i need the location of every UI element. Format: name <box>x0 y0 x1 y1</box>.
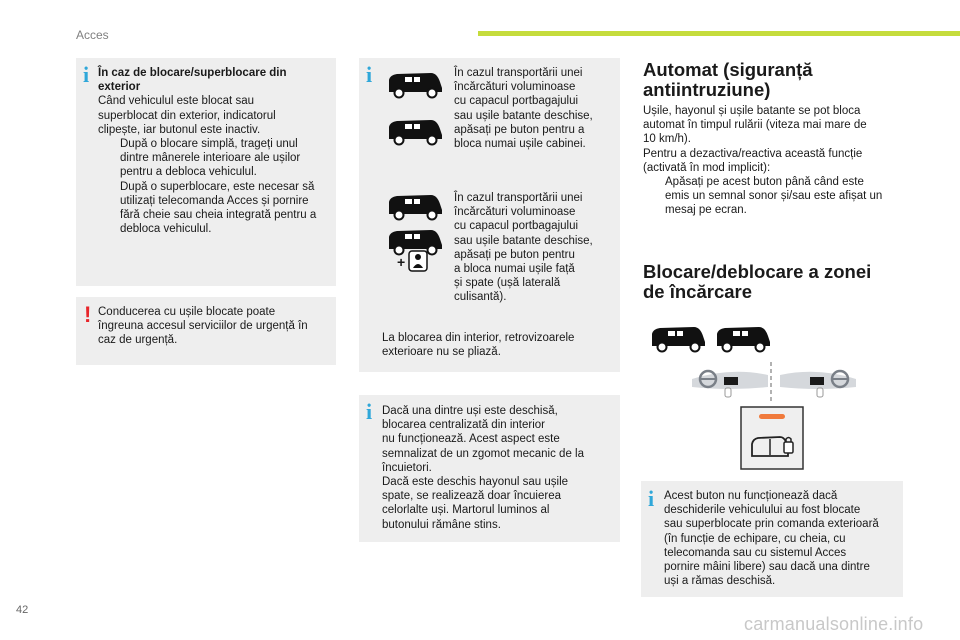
text-line: încărcături voluminoase <box>454 81 576 94</box>
van-cab-only-icon <box>385 115 445 147</box>
text-line: fără cheie sau cheia integrată pentru a <box>120 209 317 222</box>
load-zone-lock-button <box>740 406 804 470</box>
bullet-item <box>98 180 332 237</box>
plus-sign: + <box>397 254 406 270</box>
info-text-button-inactive <box>664 489 900 588</box>
child-lock-icon <box>408 250 428 272</box>
text-line: Dacă una dintre uși este deschisă, <box>382 405 558 417</box>
text-line: spate, se realizează doar încuierea <box>382 490 561 503</box>
text-line: După o superblocare, este necesar să <box>120 180 315 193</box>
text-line: bloca numai ușile cabinei. <box>454 138 586 151</box>
text-line: sau ușile batante deschise, <box>454 234 593 247</box>
text-line: pornire mâini libere) sau dacă una dintre <box>664 561 870 574</box>
header-accent-bar <box>478 31 960 36</box>
divider-dashed-line <box>769 362 773 404</box>
text-line: debloca vehiculul. <box>120 223 212 236</box>
text-line: sau superblocate prin comanda exterioară <box>664 518 879 531</box>
text-line: utilizați telecomanda Acces și pornire <box>120 194 309 207</box>
info-icon: i <box>366 62 373 87</box>
text-line: Conducerea cu ușile blocate poate <box>98 306 276 318</box>
text-line: butonului rămâne stins. <box>382 518 501 531</box>
text-line: deschiderile vehiculului au fost blocate <box>664 504 861 517</box>
info-text-front-rear <box>454 191 616 305</box>
heading-line: Blocare/deblocare a zonei <box>643 261 872 282</box>
text-line: încuietori. <box>382 461 432 474</box>
text-line: După o blocare simplă, trageți unul <box>120 138 298 151</box>
text-line: În cazul transportării unei <box>454 192 583 204</box>
info-icon: i <box>83 62 90 87</box>
text-line: uși a rămas deschisă. <box>664 575 776 588</box>
text-line: mesaj pe ecran. <box>665 204 747 217</box>
text-line: (în funcție de echipare, cu cheia, cu <box>664 532 846 545</box>
heading-line: de încărcare <box>643 281 753 302</box>
van-front-rear-icon <box>385 190 445 222</box>
bullet-item <box>98 137 332 180</box>
text-line: 10 km/h). <box>643 133 691 146</box>
text-line: Acest buton nu funcționează dacă <box>664 490 838 502</box>
text-line: blocarea centralizată din interior <box>382 419 546 432</box>
info-text-cab-only <box>454 66 616 151</box>
text-line: În cazul transportării unei <box>454 67 583 79</box>
heading-line: antiintruziune) <box>643 79 771 100</box>
text-line: apăsați pe buton pentru a <box>454 123 585 136</box>
text-line: pentru a debloca vehiculul. <box>120 166 257 179</box>
dashboard-rhd-illustration <box>778 365 858 401</box>
dashboard-lhd-illustration <box>690 365 770 401</box>
text-line: dintre mânerele interioare ale ușilor <box>120 152 301 165</box>
text-line: sau ușile batante deschise, <box>454 109 593 122</box>
van-icon <box>647 322 709 354</box>
info-text-door-open <box>382 404 616 532</box>
text-line: Dacă este deschis hayonul sau ușile <box>382 476 569 489</box>
text-line: îngreuna accesul serviciilor de urgență în <box>98 320 308 333</box>
section-title: Acces <box>76 28 109 42</box>
page-number: 42 <box>16 604 29 616</box>
automatic-text <box>643 104 943 218</box>
text-line: și spate (ușă laterală <box>454 277 561 290</box>
text-line: Pentru a dezactiva/reactiva această funcție <box>643 147 863 160</box>
text-line: semnalizat de un zgomot mecanic de la <box>382 447 584 460</box>
heading-line: Automat (siguranță <box>643 59 813 80</box>
text-line: Apăsați pe acest buton până când este <box>665 176 864 189</box>
bullet-item <box>643 175 943 218</box>
van-icon <box>712 322 774 354</box>
text-line: caz de urgență. <box>98 334 178 347</box>
text-line: La blocarea din interior, retrovizoarele <box>382 332 575 344</box>
heading-load-zone <box>643 262 943 302</box>
warning-text <box>98 305 332 348</box>
heading-automatic <box>643 60 943 100</box>
text-line: superblocat din exterior, indicatorul <box>98 109 276 122</box>
info-text-mirrors <box>382 331 616 359</box>
text-line: exterioare nu se pliază. <box>382 346 501 359</box>
text-line: încărcături voluminoase <box>454 206 576 219</box>
info-icon: i <box>366 399 373 424</box>
text-line: Ușile, hayonul și ușile batante se pot bloca <box>643 105 861 117</box>
text-line: telecomanda sau cu sistemul Acces <box>664 546 847 559</box>
text-line: emis un semnal sonor și/sau este afișat un <box>665 190 883 203</box>
van-cab-only-icon <box>385 68 445 100</box>
warning-icon: ! <box>84 302 92 327</box>
box-title: exterior <box>98 81 141 94</box>
info-icon: i <box>648 486 655 511</box>
text-line: Când vehiculul este blocat sau <box>98 95 254 108</box>
box-title: În caz de blocare/superblocare din <box>98 67 287 79</box>
text-line: nu funcționează. Acest aspect este <box>382 433 560 446</box>
text-line: (activată în mod implicit): <box>643 161 771 174</box>
text-line: cu capacul portbagajului <box>454 220 579 233</box>
info-text-exterior-lock <box>98 66 332 236</box>
watermark: carmanualsonline.info <box>744 614 924 634</box>
text-line: culisantă). <box>454 291 507 304</box>
text-line: apăsați pe buton pentru <box>454 248 575 261</box>
text-line: celorlalte uși. Martorul luminos al <box>382 504 550 517</box>
text-line: a bloca numai ușile față <box>454 263 575 276</box>
text-line: clipește, iar butonul este inactiv. <box>98 123 261 136</box>
text-line: automat în timpul rulării (viteza mai mare de <box>643 119 867 132</box>
text-line: cu capacul portbagajului <box>454 95 579 108</box>
